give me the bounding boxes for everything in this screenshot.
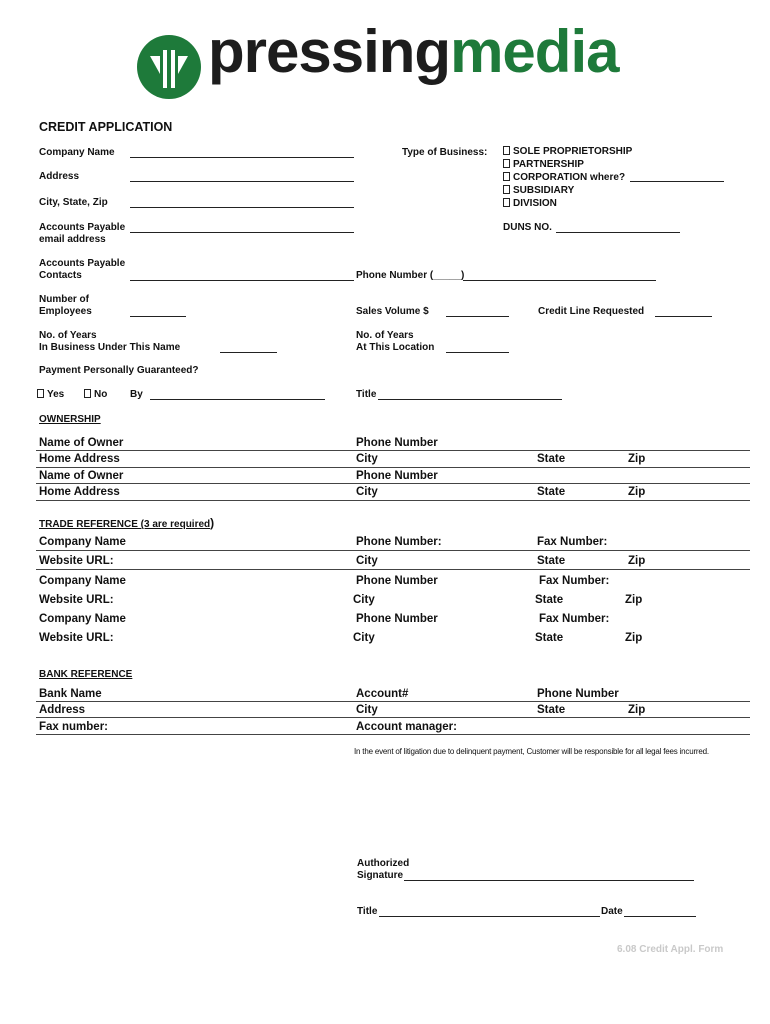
ap-email-field[interactable] [130, 232, 354, 233]
bank-state-label: State [537, 704, 566, 716]
row-divider [36, 500, 750, 501]
guaranteed-no[interactable]: No [84, 389, 107, 400]
owner-name-label: Name of Owner [39, 437, 124, 449]
type-of-business-label: Type of Business: [402, 147, 488, 158]
guaranteed-yes[interactable]: Yes [37, 389, 64, 400]
credit-line-label: Credit Line Requested [538, 306, 645, 317]
business-type-division[interactable]: DIVISION [503, 198, 557, 209]
years-location-field[interactable] [446, 352, 509, 353]
years-business-field[interactable] [220, 352, 277, 353]
checkbox-icon [503, 146, 510, 155]
by-label: By [130, 389, 143, 400]
row-divider [36, 450, 750, 451]
phone-number-label: Phone Number (_____) [356, 270, 465, 281]
owner-city-label: City [356, 486, 378, 498]
owner-state-label: State [537, 453, 566, 465]
legal-notice: In the event of litigation due to delinquent payment, Customer will be responsible for all legal fees incurred. [354, 747, 709, 756]
signer-title-label: Title [357, 906, 378, 917]
row-divider [36, 734, 750, 735]
trade-fax-label: Fax Number: [537, 536, 608, 548]
trade-state-label: State [535, 632, 564, 644]
company-name-field[interactable] [130, 157, 354, 158]
trade-phone-label: Phone Number [356, 613, 438, 625]
owner-phone-label: Phone Number [356, 437, 438, 449]
trade-company-label: Company Name [39, 613, 126, 625]
ap-email-label-2: email address [39, 234, 106, 245]
corporation-where-field[interactable] [630, 181, 724, 182]
bank-phone-label: Phone Number [537, 688, 619, 700]
guarantor-title-field[interactable] [378, 399, 562, 400]
form-title: CREDIT APPLICATION [39, 120, 173, 134]
credit-line-field[interactable] [655, 316, 712, 317]
trade-website-label: Website URL: [39, 632, 114, 644]
checkbox-icon [37, 389, 44, 398]
ap-contacts-label-2: Contacts [39, 270, 82, 281]
owner-state-label: State [537, 486, 566, 498]
bank-account-label: Account# [356, 688, 409, 700]
date-field[interactable] [624, 916, 696, 917]
checkbox-icon [84, 389, 91, 398]
logo-wordmark [208, 18, 619, 85]
city-state-zip-field[interactable] [130, 207, 354, 208]
trade-zip-label: Zip [625, 632, 643, 644]
employees-label-2: Employees [39, 306, 92, 317]
row-divider [36, 569, 750, 570]
years-location-label-1: No. of Years [356, 330, 414, 341]
row-divider [36, 483, 750, 484]
trade-city-label: City [353, 632, 375, 644]
company-name-label: Company Name [39, 147, 115, 158]
trade-website-label: Website URL: [39, 594, 114, 606]
trade-phone-label: Phone Number: [356, 536, 442, 548]
address-field[interactable] [130, 181, 354, 182]
ap-contacts-field[interactable] [130, 280, 354, 281]
row-divider [36, 701, 750, 702]
trade-city-label: City [356, 555, 378, 567]
bank-manager-label: Account manager: [356, 721, 457, 733]
trade-zip-label: Zip [628, 555, 646, 567]
trade-city-label: City [353, 594, 375, 606]
by-field[interactable] [150, 399, 325, 400]
owner-address-label: Home Address [39, 453, 120, 465]
guaranteed-label: Payment Personally Guaranteed? [39, 365, 199, 376]
employees-label-1: Number of [39, 294, 89, 305]
bank-fax-label: Fax number: [39, 721, 109, 733]
bank-name-label: Bank Name [39, 688, 102, 700]
trade-fax-label: Fax Number: [539, 613, 610, 625]
trade-state-label: State [537, 555, 566, 567]
ownership-heading: OWNERSHIP [39, 414, 101, 425]
trade-company-label: Company Name [39, 575, 126, 587]
checkbox-icon [503, 172, 510, 181]
ap-contacts-label-1: Accounts Payable [39, 258, 126, 269]
owner-name-label: Name of Owner [39, 470, 124, 482]
logo-mark-icon [136, 34, 202, 100]
owner-city-label: City [356, 453, 378, 465]
trade-company-label: Company Name [39, 536, 126, 548]
sales-volume-label: Sales Volume $ [356, 306, 429, 317]
business-type-subsidiary[interactable]: SUBSIDIARY [503, 185, 574, 196]
logo-word-2: media [450, 18, 619, 85]
bank-heading: BANK REFERENCE [39, 669, 133, 680]
duns-label: DUNS NO. [503, 222, 552, 233]
date-label: Date [601, 906, 623, 917]
trade-fax-label: Fax Number: [539, 575, 610, 587]
signer-title-field[interactable] [379, 916, 600, 917]
authorized-label-1: Authorized [357, 858, 410, 869]
owner-zip-label: Zip [628, 486, 646, 498]
form-footer: 6.08 Credit Appl. Form [617, 944, 724, 955]
owner-address-label: Home Address [39, 486, 120, 498]
business-type-sole[interactable]: SOLE PROPRIETORSHIP [503, 146, 632, 157]
checkbox-icon [503, 185, 510, 194]
employees-field[interactable] [130, 316, 186, 317]
city-state-zip-label: City, State, Zip [39, 197, 108, 208]
duns-field[interactable] [556, 232, 680, 233]
address-label: Address [39, 171, 80, 182]
row-divider [36, 550, 750, 551]
years-business-label-2: In Business Under This Name [39, 342, 181, 353]
trade-website-label: Website URL: [39, 555, 114, 567]
ap-email-label-1: Accounts Payable [39, 222, 126, 233]
years-location-label-2: At This Location [356, 342, 435, 353]
business-type-partnership[interactable]: PARTNERSHIP [503, 159, 584, 170]
business-type-corporation[interactable]: CORPORATION where? [503, 172, 625, 183]
trade-state-label: State [535, 594, 564, 606]
owner-phone-label: Phone Number [356, 470, 438, 482]
trade-zip-label: Zip [625, 594, 643, 606]
bank-city-label: City [356, 704, 378, 716]
bank-address-label: Address [39, 704, 86, 716]
guarantor-title-label: Title [356, 389, 377, 400]
owner-zip-label: Zip [628, 453, 646, 465]
signature-field[interactable] [404, 880, 694, 881]
bank-zip-label: Zip [628, 704, 646, 716]
trade-heading: TRADE REFERENCE (3 are required) [39, 516, 215, 530]
checkbox-icon [503, 159, 510, 168]
row-divider [36, 717, 750, 718]
years-business-label-1: No. of Years [39, 330, 97, 341]
authorized-label-2: Signature [357, 870, 404, 881]
sales-volume-field[interactable] [446, 316, 509, 317]
logo-word-1: pressing [208, 18, 451, 85]
phone-number-field[interactable] [463, 280, 656, 281]
checkbox-icon [503, 198, 510, 207]
trade-phone-label: Phone Number [356, 575, 438, 587]
row-divider [36, 467, 750, 468]
